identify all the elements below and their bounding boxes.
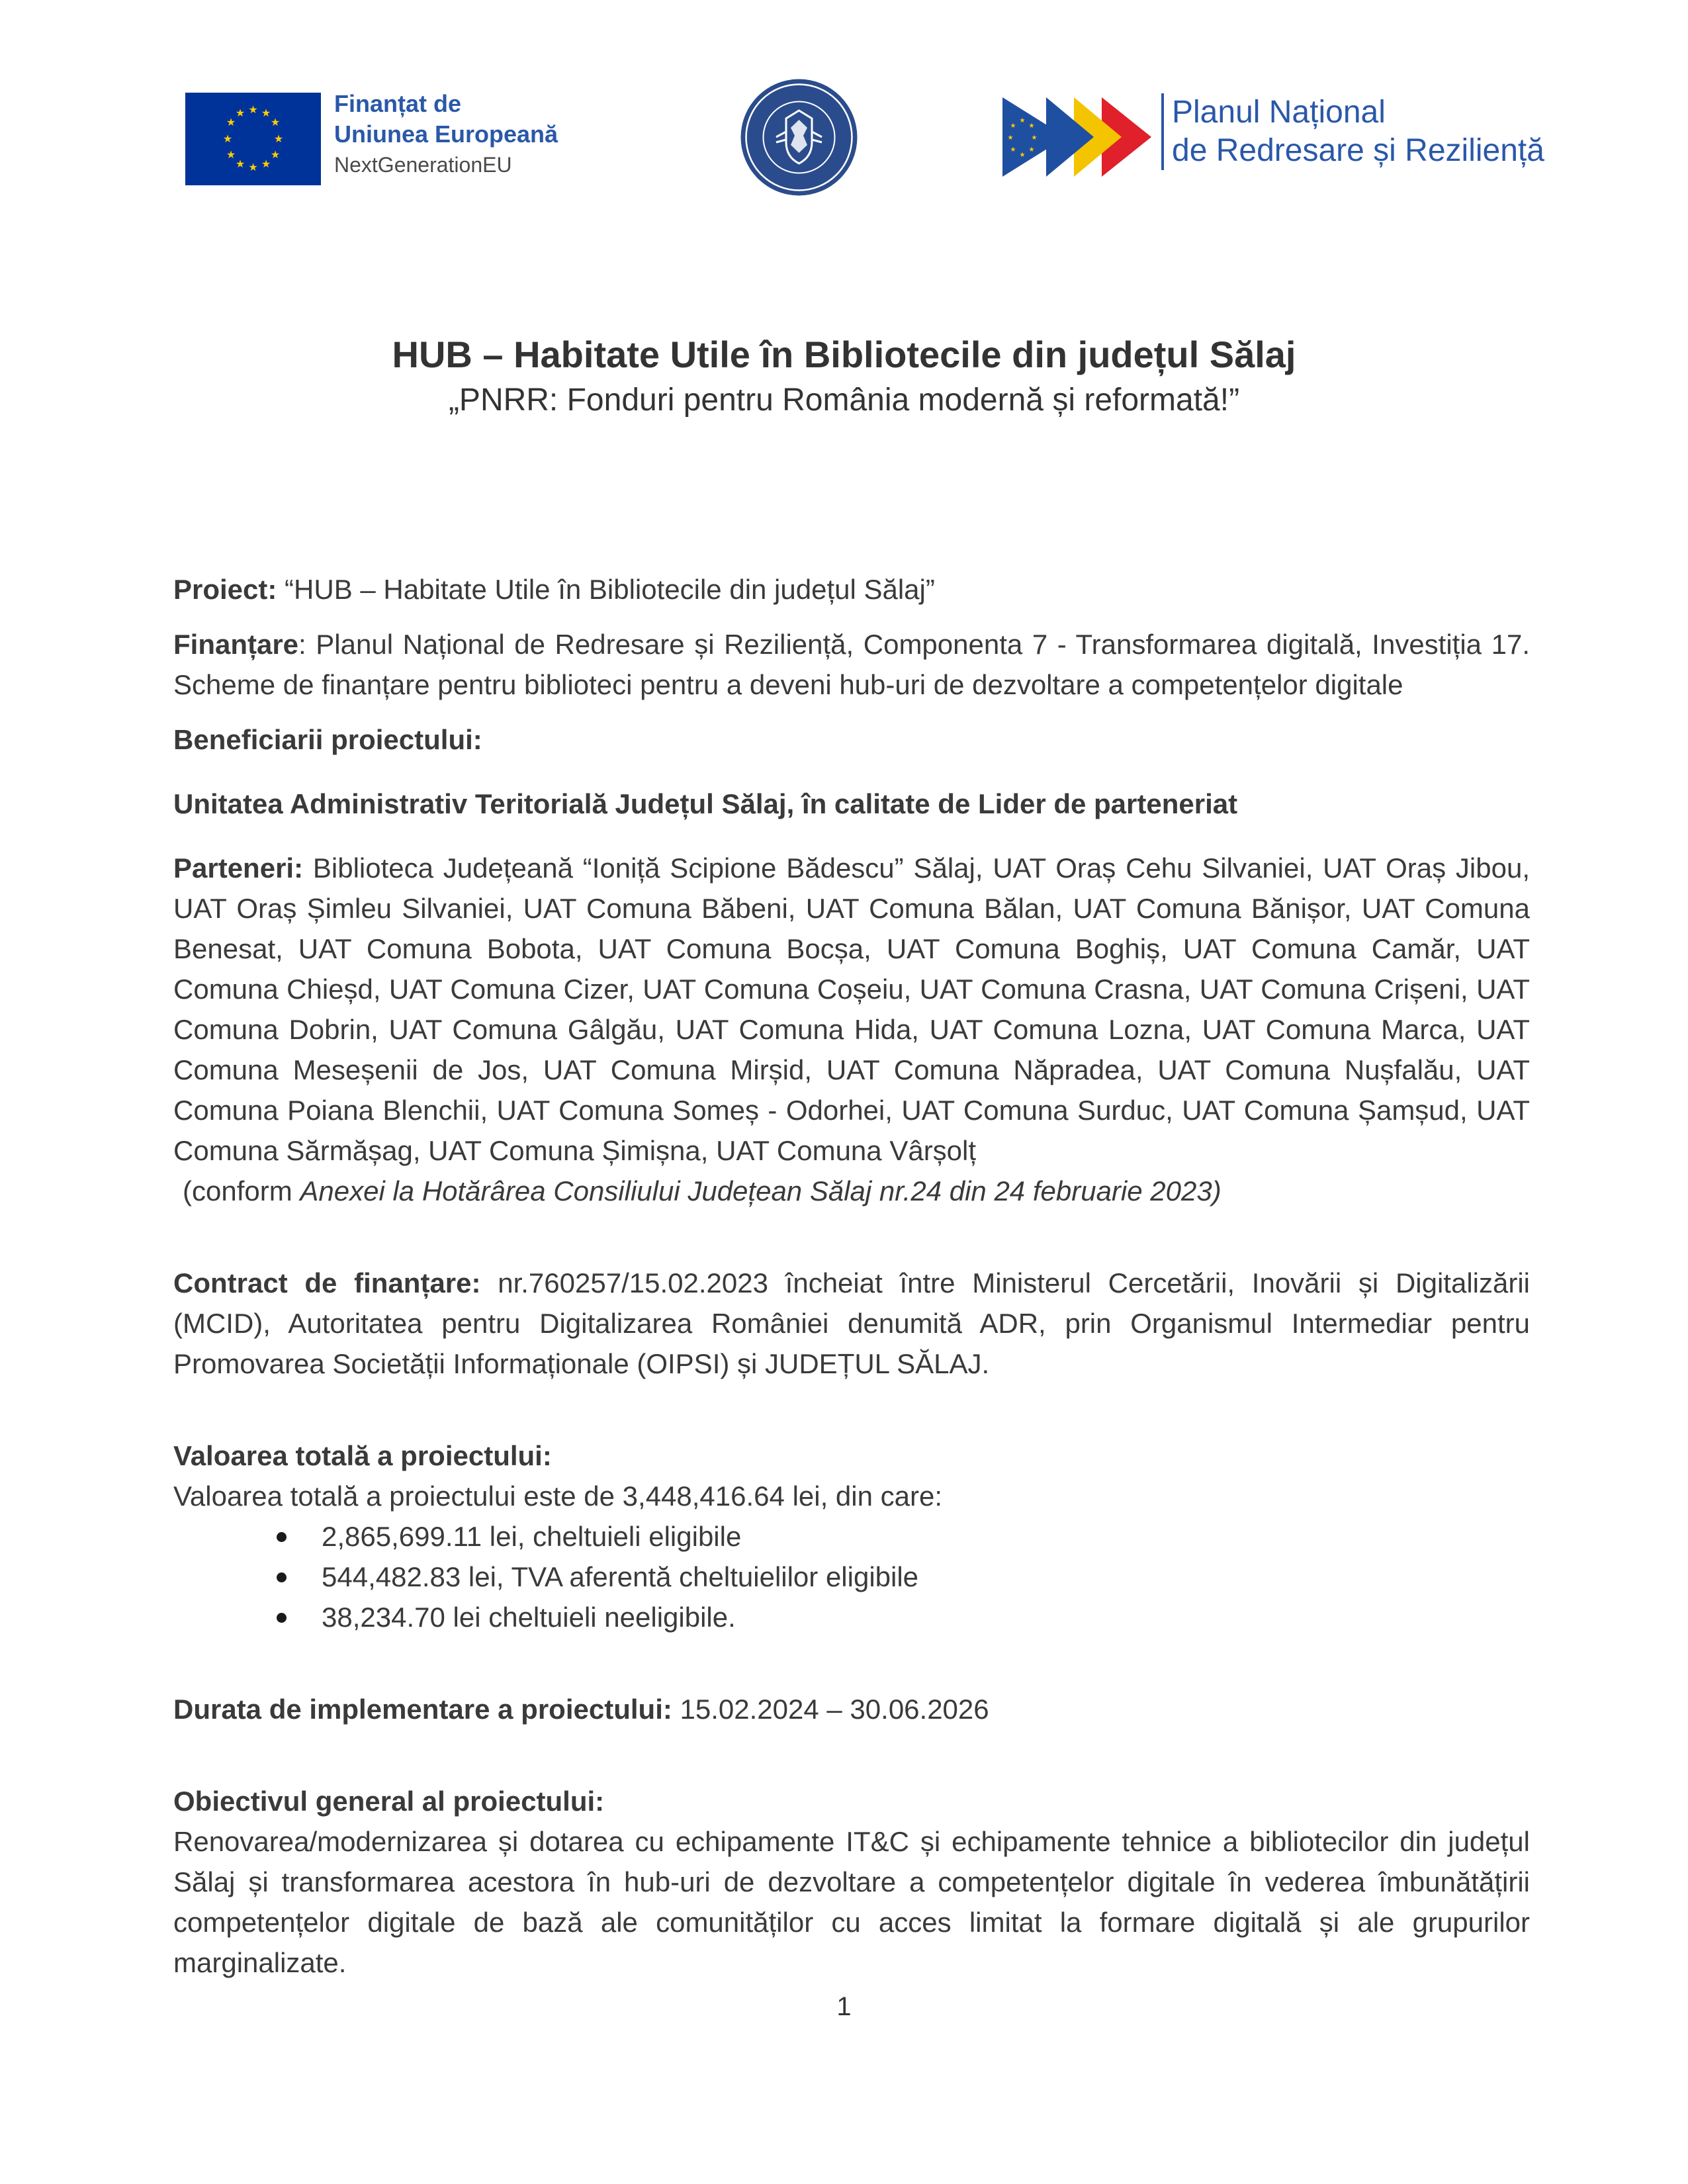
eu-logo-line2: Uniunea Europeană xyxy=(334,120,558,148)
svg-text:★: ★ xyxy=(248,103,258,116)
svg-text:★: ★ xyxy=(226,116,236,128)
svg-text:★: ★ xyxy=(261,158,271,170)
lead-partner: Unitatea Administrativ Teritorială Județul Sălaj, în calitate de Lider de parteneriat xyxy=(173,788,1238,819)
svg-text:★: ★ xyxy=(1028,122,1035,130)
pnrr-logo-line2: de Redresare și Reziliență xyxy=(1172,133,1544,168)
eu-logo-line3: NextGenerationEU xyxy=(334,153,512,177)
funding-text: : Planul Național de Redresare și Reziliență, Componenta 7 - Transformarea digitală, Investiția 17. Scheme de finanțare pentru biblioteci pentru a deveni hub-uri de dezvoltare a competențelor digitale xyxy=(173,629,1530,700)
partners-note-prefix: (conform xyxy=(183,1175,300,1206)
svg-text:★: ★ xyxy=(1031,134,1038,142)
partners-list: Biblioteca Județeană “Ioniță Scipione Bădescu” Sălaj, UAT Oraș Cehu Silvaniei, UAT Oraș Jibou, UAT Oraș Șimleu Silvaniei, UAT Comuna Băbeni, UAT Comuna Bălan, UAT Comuna Bănișor, UAT Comuna Benesat, UAT Comuna Bobota, UAT Comuna Bocșa, UAT Comuna Boghiș, UAT Comuna Camăr, UAT Comuna Chieșd, UAT Comuna Cizer, UAT Comuna Coșeiu, UAT Comuna Crasna, UAT Comuna Crișeni, UAT Comuna Dobrin, UAT Comuna Gâlgău, UAT Comuna Hida, UAT Comuna Lozna, UAT Comuna Marca, UAT Comuna Meseșenii de Jos, UAT Comuna Mirșid, UAT Comuna Năpradea, UAT Comuna Nușfalău, UAT Comuna Poiana Blenchii, UAT Comuna Someș - Odorhei, UAT Comuna Surduc, UAT Comuna Șamșud, UAT Comuna Sărmășag, UAT Comuna Șimișna, UAT Comuna Vârșolț xyxy=(173,852,1530,1166)
total-value-intro: Valoarea totală a proiectului este de 3,448,416.64 lei, din care: xyxy=(173,1480,943,1512)
objective-text: Renovarea/modernizarea și dotarea cu echipamente IT&C și echipamente tehnice a bibliotecilor din județul Sălaj și transformarea acestora în hub-uri de dezvoltare a competențelor digitale în vederea îmbunătățirii competențelor digitale de bază ale comunităților cu acces limitat la formare digitală și ale grupurilor marginalizate. xyxy=(173,1826,1530,1978)
project-paragraph xyxy=(173,569,1530,610)
svg-text:★: ★ xyxy=(270,148,281,161)
svg-text:★: ★ xyxy=(273,132,284,145)
svg-text:★: ★ xyxy=(1010,146,1016,154)
duration-text: 15.02.2024 – 30.06.2026 xyxy=(672,1694,989,1725)
government-seal-icon xyxy=(738,76,860,199)
svg-text:★: ★ xyxy=(235,158,245,170)
funding-label: Finanțare xyxy=(173,629,299,660)
partners-note xyxy=(173,1171,1530,1211)
svg-text:★: ★ xyxy=(248,161,258,173)
total-value-label: Valoarea totală a proiectului: xyxy=(173,1440,552,1471)
document-body xyxy=(173,569,1530,1983)
partners-paragraph xyxy=(173,848,1530,1171)
value-breakdown-list xyxy=(173,1516,1530,1637)
beneficiaries-label: Beneficiarii proiectului: xyxy=(173,724,482,755)
partners-label: Parteneri: xyxy=(173,852,304,884)
partners-note-reference: Anexei la Hotărârea Consiliului Județean Sălaj nr.24 din 24 februarie 2023) xyxy=(300,1175,1222,1206)
list-item: 38,234.70 lei cheltuieli neeligibile. xyxy=(322,1597,1530,1637)
funding-paragraph xyxy=(173,624,1530,705)
svg-text:★: ★ xyxy=(1010,122,1016,130)
eu-logo-line1: Finanțat de xyxy=(334,90,462,117)
title-block xyxy=(0,331,1688,422)
contract-paragraph xyxy=(173,1263,1530,1384)
svg-text:★: ★ xyxy=(1019,117,1026,124)
document-title: HUB – Habitate Utile în Bibliotecile din județul Sălaj xyxy=(392,334,1296,375)
project-name: “HUB – Habitate Utile în Bibliotecile din județul Sălaj” xyxy=(277,574,935,605)
eu-funding-logo xyxy=(185,86,609,192)
svg-text:★: ★ xyxy=(261,107,271,119)
svg-text:★: ★ xyxy=(1028,146,1035,154)
page-number: 1 xyxy=(836,1992,852,2021)
list-item: 2,865,699.11 lei, cheltuieli eligibile xyxy=(322,1516,1530,1557)
duration-label: Durata de implementare a proiectului: xyxy=(173,1694,672,1725)
contract-text: nr.760257/15.02.2023 încheiat între Ministerul Cercetării, Inovării și Digitalizării (MCID), Autoritatea pentru Digitalizarea României denumită ADR, prin Organismul Intermediar pentru Promovarea Societății Informaționale (OIPSI) și JUDEȚUL SĂLAJ. xyxy=(173,1267,1531,1379)
project-label: Proiect: xyxy=(173,574,277,605)
svg-text:★: ★ xyxy=(235,107,245,119)
svg-text:★: ★ xyxy=(1007,134,1014,142)
list-item: 544,482.83 lei, TVA aferentă cheltuielilor eligibile xyxy=(322,1557,1530,1597)
eu-flag-icon xyxy=(185,93,321,185)
pnrr-flag-arrow-icon xyxy=(1002,97,1151,177)
svg-text:★: ★ xyxy=(270,116,281,128)
pnrr-logo xyxy=(1002,89,1598,189)
objective-label: Obiectivul general al proiectului: xyxy=(173,1786,605,1817)
svg-text:★: ★ xyxy=(222,132,233,145)
pnrr-logo-line1: Planul Național xyxy=(1172,95,1386,130)
contract-label: Contract de finanțare: xyxy=(173,1267,481,1298)
svg-text:★: ★ xyxy=(1019,152,1026,159)
document-subtitle: „PNRR: Fonduri pentru România modernă și reformată!” xyxy=(448,383,1240,418)
pnrr-logo-text xyxy=(1161,93,1544,170)
duration-paragraph xyxy=(173,1689,1530,1729)
eu-logo-text xyxy=(334,89,558,180)
svg-text:★: ★ xyxy=(226,148,236,161)
